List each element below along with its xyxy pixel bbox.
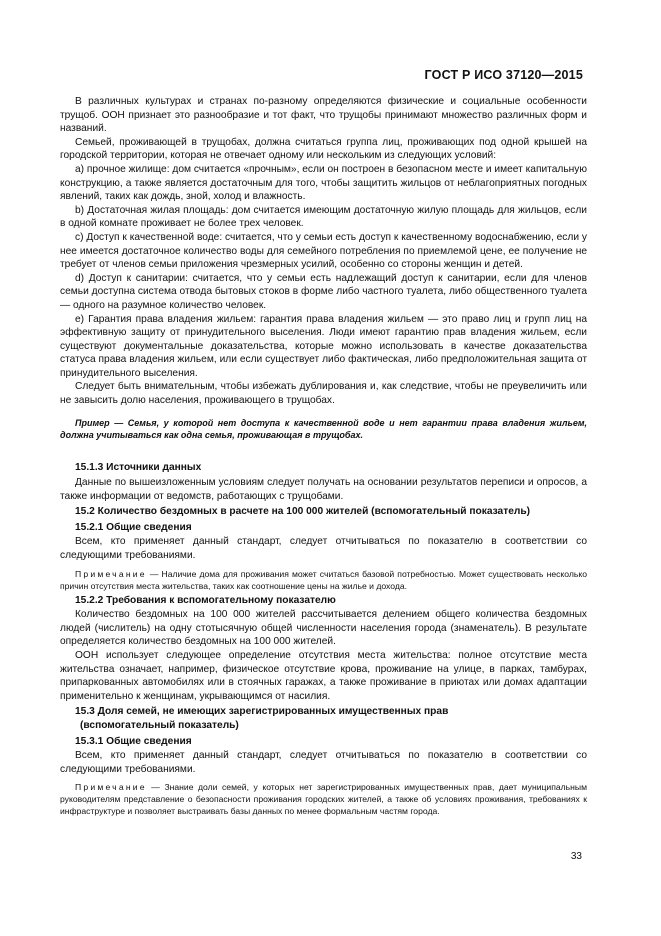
page-content (60, 95, 587, 819)
section-heading-15-2-2: 15.2.2 Требования к вспомогательному показателю (75, 594, 336, 606)
section-heading-15-1-3: 15.1.3 Источники данных (75, 462, 202, 474)
section-heading-15-3: 15.3 Доля семей, не имеющих зарегистрированных имущественных прав (75, 706, 449, 718)
paragraph: Следует быть внимательным, чтобы избежать дублирования и, как следствие, чтобы не преувеличить или не завысить долю населения, проживающего в трущобах. (60, 381, 587, 407)
paragraph: Всем, кто применяет данный стандарт, следует отчитываться по показателю в соответствии со следующими требованиями. (60, 536, 587, 562)
note-text: — Знание доли семей, у которых нет зарегистрированных имущественных прав, дает муниципальным руководителям представление о безопасности проживания городских жителей, а также об условиях проживания, требованиях к инфраструктуре и позволяет выстраивать базы данных по менее формальным частям города. (60, 782, 587, 817)
page-number: 33 (570, 851, 582, 862)
paragraph: Количество бездомных на 100 000 жителей рассчитывается делением общего количества бездомных людей (числитель) на одну стотысячную общей численности населения города (знаменатель). В результате определяется количество бездомных на 100 000 жителей. (60, 609, 587, 648)
note (60, 781, 587, 817)
list-item-e: е) Гарантия права владения жильем: гарантия права владения жильем — это право лиц и групп лиц на эффективную защиту от принудительного выселения. Люди имеют гарантию прав владения жильем, если существуют документальные доказательства, которые можно использовать в качестве доказательства статуса права владения жильем, или если существует либо фактическая, либо предположительная защита от принудительного выселения. (60, 313, 587, 379)
note-text: — Наличие дома для проживания может считаться базовой потребностью. Может существовать несколько причин отсутствия места жительства, таких как соотношение цены на жилье и дохода. (60, 568, 587, 591)
note-label: Примечание (75, 782, 147, 793)
list-item-b: b) Достаточная жилая площадь: дом считается имеющим достаточную жилую площадь для жильцов, если в одной комнате проживает не более трех человек. (60, 204, 587, 230)
example-text: Пример — Семья, у которой нет доступа к качественной воде и нет гарантии права владения жильем, должна учитываться как одна семья, проживающая в трущобах. (60, 417, 587, 441)
note-label: Примечание (75, 568, 147, 579)
section-heading-15-2: 15.2 Количество бездомных в расчете на 100 000 жителей (вспомогательный показатель) (75, 506, 531, 518)
list-item-d: d) Доступ к санитарии: считается, что у семьи есть надлежащий доступ к санитарии, если для членов семьи доступна система отвода бытовых стоков в форме либо частного туалета, либо общественного туалета — одного на разумное количество человек. (60, 272, 587, 311)
paragraph: ООН использует следующее определение отсутствия места жительства: полное отсутствие места жительства означает, например, физическое отсутствие крова, проживание на улице, в парках, тамбурах, припаркованных автомобилях или в стоячных гаражах, а также проживание в приютах или домах адаптации применительно к женщинам, укрывающимся от насилия. (60, 650, 587, 702)
paragraph: В различных культурах и странах по-разному определяются физические и социальные особенности трущоб. ООН признает это разнообразие и тот факт, что трущобы принимают множество различных форм и названий. (60, 96, 587, 135)
note (60, 568, 587, 592)
section-heading-15-3-1: 15.3.1 Общие сведения (75, 735, 192, 747)
paragraph: Данные по вышеизложенным условиям следует получать на основании результатов переписи и опросов, а также информации от ведомств, работающих с трущобами. (60, 477, 587, 502)
section-heading-15-2-1: 15.2.1 Общие сведения (75, 521, 192, 533)
section-heading-15-3-continued: (вспомогательный показатель) (80, 719, 239, 731)
list-item-c: с) Доступ к качественной воде: считается, что у семьи есть доступ к качественному водоснабжению, если у нее имеется достаточное количество воды для семейного потребления по приемлемой цене, ее получение не требует от членов семьи приложения чрезмерных усилий, особенно со стороны женщин и детей. (60, 231, 587, 271)
paragraph: Семьей, проживающей в трущобах, должна считаться группа лиц, проживающих под одной крышей на городской территории, которая не отвечает одному или нескольким из следующих условий: (60, 136, 587, 162)
paragraph: Всем, кто применяет данный стандарт, следует отчитываться по показателю в соответствии со следующими требованиями. (60, 750, 587, 775)
list-item-a: а) прочное жилище: дом считается «прочным», если он построен в безопасном месте и имеет капитальную конструкцию, а также является достаточным для того, чтобы защитить жильцов от неблагоприятных погодных явлений, таких как дождь, зной, холод и влажность. (60, 163, 587, 203)
document-header: ГОСТ Р ИСО 37120—2015 (424, 68, 583, 82)
